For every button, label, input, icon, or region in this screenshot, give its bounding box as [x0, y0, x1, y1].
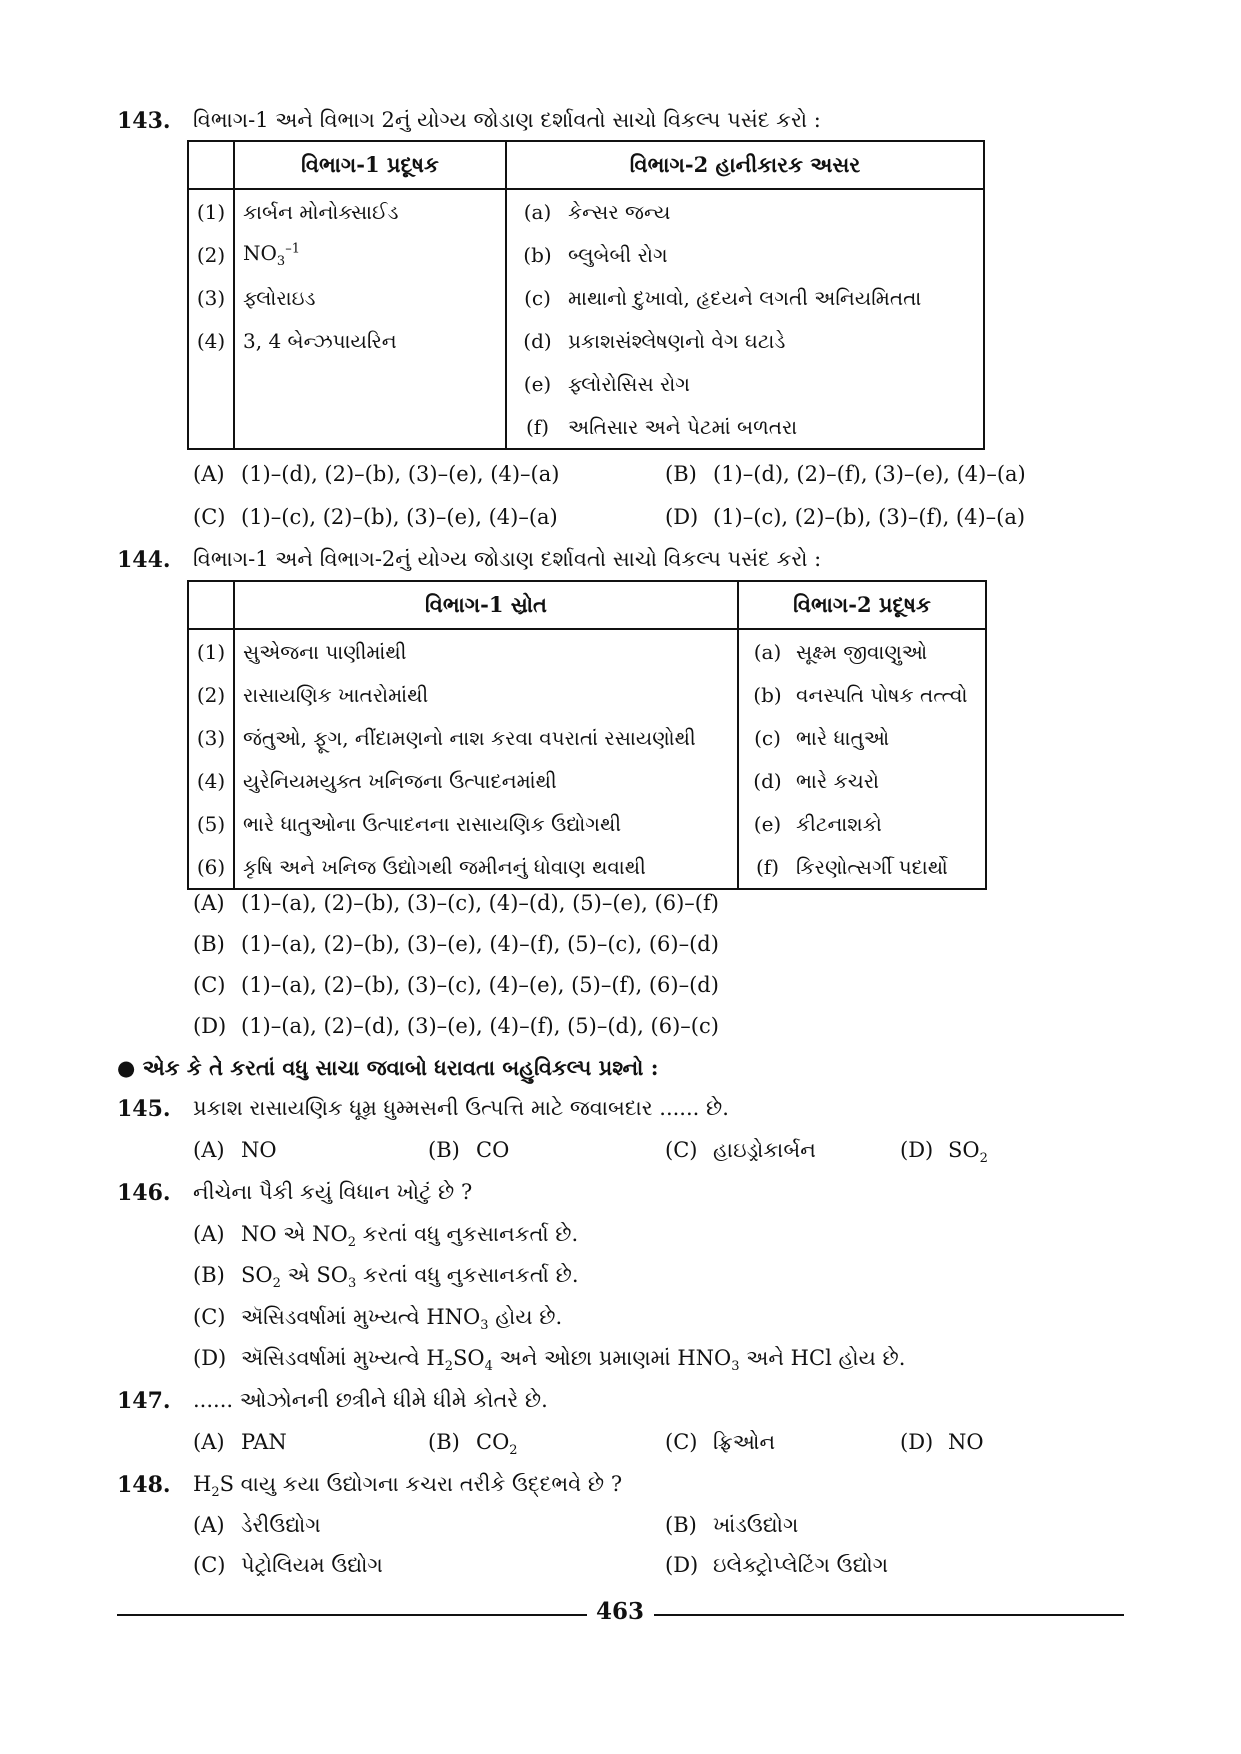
q145-number: 145. — [117, 1096, 171, 1122]
q148-option-a[interactable]: (A) ડેરીઉદ્યોગ — [193, 1513, 321, 1537]
q143-option-c[interactable]: (C) (1)–(c), (2)–(b), (3)–(e), (4)–(a) — [193, 505, 558, 529]
q143-option-d[interactable]: (D) (1)–(c), (2)–(b), (3)–(f), (4)–(a) — [665, 505, 1026, 529]
q144-col1-header: વિભાગ-1 સ્રોત — [234, 581, 738, 629]
q147-option-b[interactable]: (B) $CO_2$ — [428, 1430, 518, 1459]
q145-option-b[interactable]: (B) CO — [428, 1138, 510, 1162]
q146-text: નીચેના પૈકી કયું વિધાન ખોટું છે ? — [193, 1180, 473, 1204]
table-row: (2) $NO_3^{-1}$ (b) બ્લુબેબી રોગ — [188, 233, 984, 276]
q146-number: 146. — [117, 1180, 171, 1206]
q143-col2-header: વિભાગ-2 હાનીકારક અસર — [506, 141, 984, 189]
q143-text: વિભાગ-1 અને વિભાગ 2નું યોગ્ય જોડાણ દર્શાવતો સાચો વિકલ્પ પસંદ કરો : — [193, 108, 821, 132]
table-row: (e) ફ્લોરોસિસ રોગ — [188, 362, 984, 405]
q145-text: પ્રકાશ રાસાયણિક ધૂમ્ર ધુમ્મસની ઉત્પત્તિ માટે જવાબદાર ...... છે. — [193, 1096, 729, 1120]
table-row: (f) અતિસાર અને પેટમાં બળતરા — [188, 405, 984, 449]
page-number: 463 — [595, 1598, 644, 1625]
q147-number: 147. — [117, 1388, 171, 1414]
table-row: (1) કાર્બન મોનોક્સાઈડ (a) કેન્સર જન્ય — [188, 189, 984, 233]
q144-option-b[interactable]: (B) (1)–(a), (2)–(b), (3)–(e), (4)–(f), (5)–(c), (6)–(d) — [193, 932, 719, 956]
table-row: (6) કૃષિ અને ખનિજ ઉદ્યોગથી જમીનનું ધોવાણ થવાથી (f) કિરણોત્સર્ગી પદાર્થો — [188, 845, 986, 889]
table-row: (4) 3, 4 બેન્ઝપાયરિન (d) પ્રકાશસંશ્લેષણનો વેગ ઘટાડે — [188, 319, 984, 362]
q147-text: ...... ઓઝોનની છત્રીને ધીમે ધીમે કોતરે છે. — [193, 1388, 548, 1412]
q147-option-c[interactable]: (C) ફ્રિઓન — [665, 1430, 776, 1454]
q146-option-d[interactable]: (D) ઍસિડવર્ષામાં મુખ્યત્વે $H_2SO_4$ અને ઓછા પ્રમાણમાં $HNO_3$ અને HCl હોય છે. — [193, 1346, 906, 1375]
q148-number: 148. — [117, 1472, 171, 1498]
table-row: (2) રાસાયણિક ખાતરોમાંથી (b) વનસ્પતિ પોષક તત્ત્વો — [188, 673, 986, 716]
footer-rule-right — [654, 1614, 1124, 1616]
q145-option-d[interactable]: (D) $SO_2$ — [900, 1138, 988, 1167]
q144-option-c[interactable]: (C) (1)–(a), (2)–(b), (3)–(c), (4)–(e), (5)–(f), (6)–(d) — [193, 973, 719, 997]
table-row: (4) યુરેનિયમયુક્ત ખનિજના ઉત્પાદનમાંથી (d) ભારે કચરો — [188, 759, 986, 802]
q145-option-a[interactable]: (A) NO — [193, 1138, 277, 1162]
q145-option-c[interactable]: (C) હાઇડ્રોકાર્બન — [665, 1138, 816, 1162]
q147-option-d[interactable]: (D) NO — [900, 1430, 984, 1454]
q144-col2-header: વિભાગ-2 પ્રદૂષક — [738, 581, 986, 629]
q144-option-a[interactable]: (A) (1)–(a), (2)–(b), (3)–(c), (4)–(d), (5)–(e), (6)–(f) — [193, 891, 719, 915]
q143-option-a[interactable]: (A) (1)–(d), (2)–(b), (3)–(e), (4)–(a) — [193, 462, 560, 486]
footer-rule-left — [117, 1614, 587, 1616]
q146-option-b[interactable]: (B) $SO_2$ એ $SO_3$ કરતાં વધુ નુકસાનકર્તા છે. — [193, 1263, 579, 1292]
q148-text: $H_2S$ વાયુ કયા ઉદ્યોગના કચરા તરીકે ઉદ્દભવે છે ? — [193, 1472, 623, 1501]
q146-option-c[interactable]: (C) ઍસિડવર્ષામાં મુખ્યત્વે $HNO_3$ હોય છે. — [193, 1305, 563, 1334]
q143-option-b[interactable]: (B) (1)–(d), (2)–(f), (3)–(e), (4)–(a) — [665, 462, 1026, 486]
section-heading: ● એક કે તે કરતાં વધુ સાચા જવાબો ધરાવતા બહુવિકલ્પ પ્રશ્નો : — [117, 1055, 659, 1080]
table-row: (3) જંતુઓ, ફૂગ, નીંદામણનો નાશ કરવા વપરાતાં રસાયણોથી (c) ભારે ધાતુઓ — [188, 716, 986, 759]
q143-match-table — [187, 140, 985, 450]
q144-option-d[interactable]: (D) (1)–(a), (2)–(d), (3)–(e), (4)–(f), (5)–(d), (6)–(c) — [193, 1014, 719, 1038]
q148-option-c[interactable]: (C) પેટ્રોલિયમ ઉદ્યોગ — [193, 1553, 383, 1577]
q143-number: 143. — [117, 108, 171, 134]
q144-text: વિભાગ-1 અને વિભાગ-2નું યોગ્ય જોડાણ દર્શાવતો સાચો વિકલ્પ પસંદ કરો : — [193, 547, 822, 571]
table-row: (3) ફ્લોરાઇડ (c) માથાનો દુખાવો, હૃદયને લગતી અનિયમિતતા — [188, 276, 984, 319]
q143-col1-header: વિભાગ-1 પ્રદૂષક — [234, 141, 506, 189]
q146-option-a[interactable]: (A) NO એ $NO_2$ કરતાં વધુ નુકસાનકર્તા છે. — [193, 1222, 579, 1251]
q147-option-a[interactable]: (A) PAN — [193, 1430, 287, 1454]
q148-option-b[interactable]: (B) ખાંડઉદ્યોગ — [665, 1513, 799, 1537]
q144-match-table — [187, 580, 987, 890]
q148-option-d[interactable]: (D) ઇલેક્ટ્રોપ્લેટિંગ ઉદ્યોગ — [665, 1553, 889, 1577]
q144-number: 144. — [117, 547, 171, 573]
table-row: (1) સુએજના પાણીમાંથી (a) સૂક્ષ્મ જીવાણુઓ — [188, 629, 986, 673]
table-row: (5) ભારે ધાતુઓના ઉત્પાદનના રાસાયણિક ઉદ્યોગથી (e) કીટનાશકો — [188, 802, 986, 845]
